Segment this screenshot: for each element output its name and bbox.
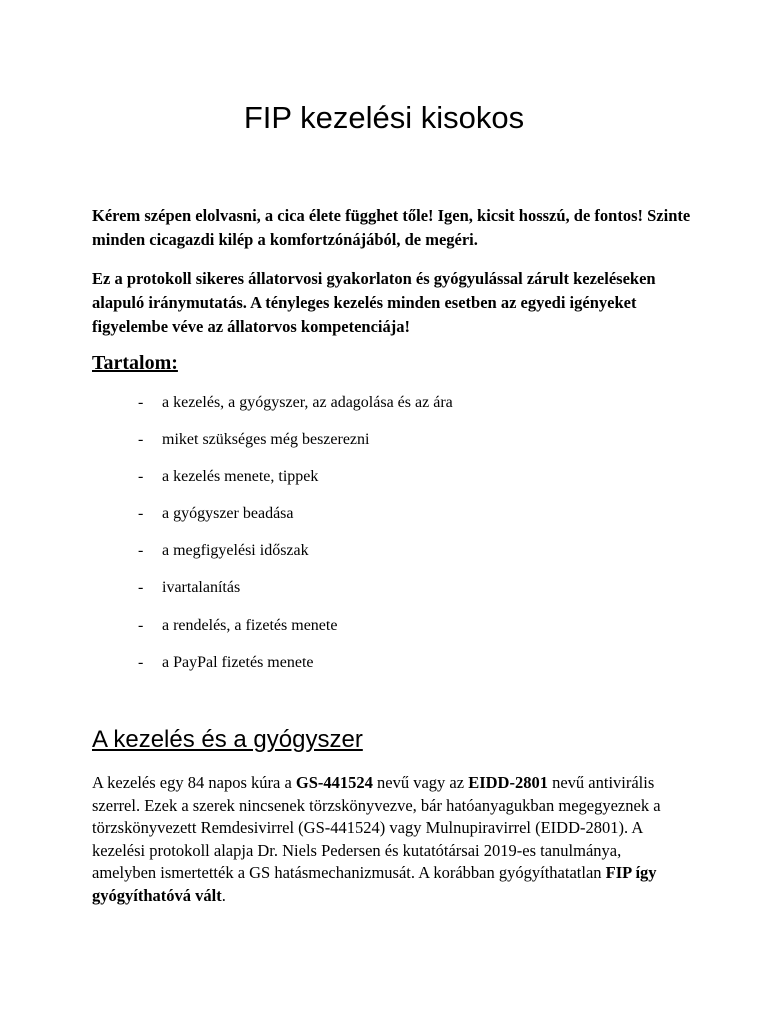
toc-list bbox=[138, 391, 453, 688]
intro-paragraph-2: Ez a protokoll sikeres állatorvosi gyakorlaton és gyógyulással zárult kezeléseken alapuló iránymutatás. A tényleges kezelés minden esetben az egyedi igényeket figyelembe véve az állatorvos kompetenciája! bbox=[92, 269, 656, 336]
toc-item bbox=[138, 614, 453, 651]
para-bold-fip: FIP így gyógyíthatóvá vált bbox=[92, 863, 657, 905]
toc-dash: - bbox=[138, 468, 144, 486]
toc-item bbox=[138, 502, 453, 539]
toc-item-text: ivartalanítás bbox=[162, 579, 241, 597]
toc-item-text: a kezelés, a gyógyszer, az adagolása és az ára bbox=[162, 394, 453, 411]
section-heading: A kezelés és a gyógyszer bbox=[92, 726, 363, 753]
document-title: FIP kezelési kisokos bbox=[243, 100, 525, 135]
toc-dash: - bbox=[138, 579, 144, 597]
toc-heading: Tartalom: bbox=[92, 352, 178, 374]
intro-paragraph-1: Kérem szépen elolvasni, a cica élete függhet tőle! Igen, kicsit hosszú, de fontos! Szinte minden cicagazdi kilép a komfortzónájából, de megéri. bbox=[92, 206, 691, 249]
section-paragraph bbox=[92, 772, 682, 907]
para-bold-eidd: EIDD-2801 bbox=[468, 773, 548, 792]
toc-item-text: a megfigyelési időszak bbox=[162, 542, 309, 560]
toc-dash: - bbox=[138, 505, 144, 523]
toc-item bbox=[138, 391, 453, 428]
toc-item-text: a rendelés, a fizetés menete bbox=[162, 616, 338, 634]
para-text: A kezelés egy 84 napos kúra a bbox=[92, 773, 296, 792]
toc-item bbox=[138, 539, 453, 576]
toc-dash: - bbox=[138, 616, 144, 634]
toc-dash: - bbox=[138, 653, 144, 671]
toc-dash: - bbox=[138, 542, 144, 560]
toc-item bbox=[138, 576, 453, 613]
toc-item-text: a kezelés menete, tippek bbox=[162, 468, 319, 486]
para-text: . bbox=[221, 885, 226, 905]
toc-dash: - bbox=[138, 431, 144, 449]
para-text: nevű vagy az bbox=[372, 773, 469, 792]
toc-dash: - bbox=[138, 394, 144, 411]
toc-item bbox=[138, 465, 453, 502]
toc-item bbox=[138, 428, 453, 465]
para-text: nevű antivirális szerrel. Ezek a szerek nincsenek törzskönyvezve, bár hatóanyagukban megegyeznek a törzskönyvezett Remdesivirrel (GS-441524) vagy Mulnupiravirrel (EIDD-2801). A kezelési protokoll alapja Dr. Niels Pedersen és kutatótársai 2019-es tanulmánya, amelyben ismertették a GS hatásmechanizmusát. A korábban gyógyíthatatlan bbox=[92, 773, 661, 882]
toc-item-text: a PayPal fizetés menete bbox=[162, 653, 314, 671]
para-bold-gs: GS-441524 bbox=[295, 773, 373, 792]
toc-item bbox=[138, 651, 453, 688]
toc-item-text: miket szükséges még beszerezni bbox=[162, 431, 370, 449]
toc-item-text: a gyógyszer beadása bbox=[162, 505, 294, 523]
